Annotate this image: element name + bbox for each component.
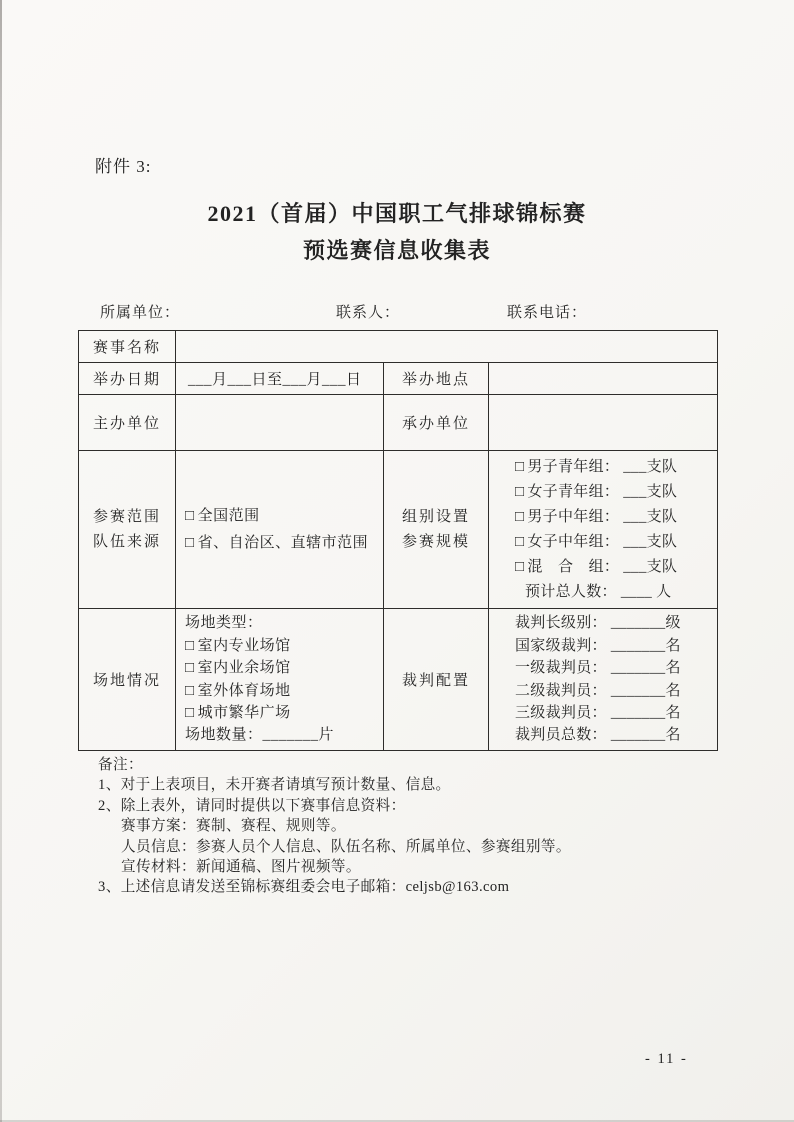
venue-option-indoor-amateur <box>185 657 383 679</box>
table-row-scope-groups <box>79 451 718 609</box>
organizer-value-cell <box>489 395 718 451</box>
contact-person-label: 联系人： <box>336 305 401 321</box>
scope-option-label: 全国范围 <box>197 507 260 524</box>
scope-option-provincial <box>185 530 383 557</box>
document-title-line1: 2021（首届）中国职工气排球锦标赛 <box>207 201 587 226</box>
group-option-label: 女子青年组： ___支队 <box>527 483 678 500</box>
checkbox-icon: □ <box>185 704 195 721</box>
host-value-cell <box>176 395 384 451</box>
note-item-3-email: 3、上述信息请发送至锦标赛组委会电子邮箱：celjsb@163.com <box>98 879 510 896</box>
referee-line-chief: 裁判长级别： _______级 <box>515 615 681 632</box>
scope-options-cell <box>176 451 384 609</box>
page-number: - 11 - <box>645 1051 688 1067</box>
group-option-label: 混 合 组： ___支队 <box>527 558 678 575</box>
info-collection-table <box>78 330 718 751</box>
referee-line-level3: 三级裁判员： _______名 <box>515 704 681 721</box>
venue-type-title: 场地类型： <box>185 615 263 632</box>
organizer-label: 承办单位 <box>384 395 489 451</box>
note-item-1: 1、对于上表项目，未开赛者请填写预计数量、信息。 <box>98 777 451 794</box>
scope-label-cell <box>79 451 176 609</box>
location-value-cell <box>489 363 718 395</box>
document-title-line2: 预选赛信息收集表 <box>302 238 491 263</box>
host-label: 主办单位 <box>79 395 176 451</box>
referee-line-total: 裁判员总数： _______名 <box>515 727 681 744</box>
notes-title: 备注： <box>98 757 143 773</box>
venue-option-city-square <box>185 702 383 724</box>
attachment-label: 附件 3: <box>95 157 152 176</box>
group-option-label: 男子中年组： ___支队 <box>527 508 678 525</box>
unit-field-label: 所属单位： <box>100 305 181 321</box>
checkbox-icon: □ <box>185 637 195 654</box>
table-row-venue-referee <box>79 609 718 751</box>
event-name-value-cell <box>176 331 718 363</box>
checkbox-icon: □ <box>185 660 195 677</box>
venue-option-outdoor <box>185 680 383 702</box>
referee-label: 裁判配置 <box>384 609 489 751</box>
group-options-cell <box>489 451 718 609</box>
checkbox-icon: □ <box>515 508 525 525</box>
table-row-host-organizer <box>79 395 718 451</box>
checkbox-icon: □ <box>185 682 195 699</box>
table-row-date-location <box>79 363 718 395</box>
note-item-2: 2、除上表外，请同时提供以下赛事信息资料： <box>98 797 406 814</box>
referee-line-level1: 一级裁判员： _______名 <box>515 660 681 677</box>
scope-option-national <box>185 503 383 530</box>
venue-option-label: 城市繁华广场 <box>197 704 291 721</box>
group-total-line: 预计总人数： ____ 人 <box>525 583 672 600</box>
contact-phone-label: 联系电话： <box>507 305 588 321</box>
group-option-women-middle <box>515 530 717 555</box>
group-option-mixed <box>515 555 717 580</box>
notes-section <box>98 755 571 898</box>
group-label-line1: 组别设置 <box>401 508 470 525</box>
group-option-women-youth <box>515 480 717 505</box>
checkbox-icon: □ <box>185 507 195 524</box>
group-option-men-middle <box>515 505 717 530</box>
location-label: 举办地点 <box>384 363 489 395</box>
scan-edge-left <box>0 0 2 1122</box>
checkbox-icon: □ <box>515 483 525 500</box>
checkbox-icon: □ <box>515 558 525 575</box>
checkbox-icon: □ <box>515 458 525 475</box>
event-name-label: 赛事名称 <box>79 331 176 363</box>
venue-label: 场地情况 <box>79 609 176 751</box>
group-option-label: 男子青年组： ___支队 <box>527 458 678 475</box>
group-label-line2: 参赛规模 <box>401 533 470 550</box>
note-subitem-personnel: 人员信息：参赛人员个人信息、队伍名称、所属单位、参赛组别等。 <box>121 838 571 855</box>
venue-option-label: 室内专业场馆 <box>197 637 291 654</box>
scope-label-line1: 参赛范围 <box>92 508 161 525</box>
table-row-event-name <box>79 331 718 363</box>
venue-count-line: 场地数量：_______片 <box>185 727 335 744</box>
checkbox-icon: □ <box>185 534 195 551</box>
contact-info-line <box>0 301 794 321</box>
referee-line-national: 国家级裁判： _______名 <box>515 637 681 654</box>
note-subitem-publicity: 宣传材料：新闻通稿、图片视频等。 <box>121 859 361 876</box>
date-label: 举办日期 <box>79 363 176 395</box>
venue-option-indoor-pro <box>185 635 383 657</box>
venue-option-label: 室外体育场地 <box>197 682 291 699</box>
venue-options-cell <box>176 609 384 751</box>
group-option-label: 女子中年组： ___支队 <box>527 533 678 550</box>
date-blank-field: ___月___日至___月___日 <box>176 363 384 395</box>
group-setting-label-cell <box>384 451 489 609</box>
referee-lines-cell <box>489 609 718 751</box>
group-option-men-youth <box>515 455 717 480</box>
referee-line-level2: 二级裁判员： _______名 <box>515 682 681 699</box>
venue-option-label: 室内业余场馆 <box>197 660 291 677</box>
checkbox-icon: □ <box>515 533 525 550</box>
scope-label-line2: 队伍来源 <box>92 533 161 550</box>
scope-option-label: 省、自治区、直辖市范围 <box>197 534 369 551</box>
note-subitem-plan: 赛事方案：赛制、赛程、规则等。 <box>121 818 346 835</box>
